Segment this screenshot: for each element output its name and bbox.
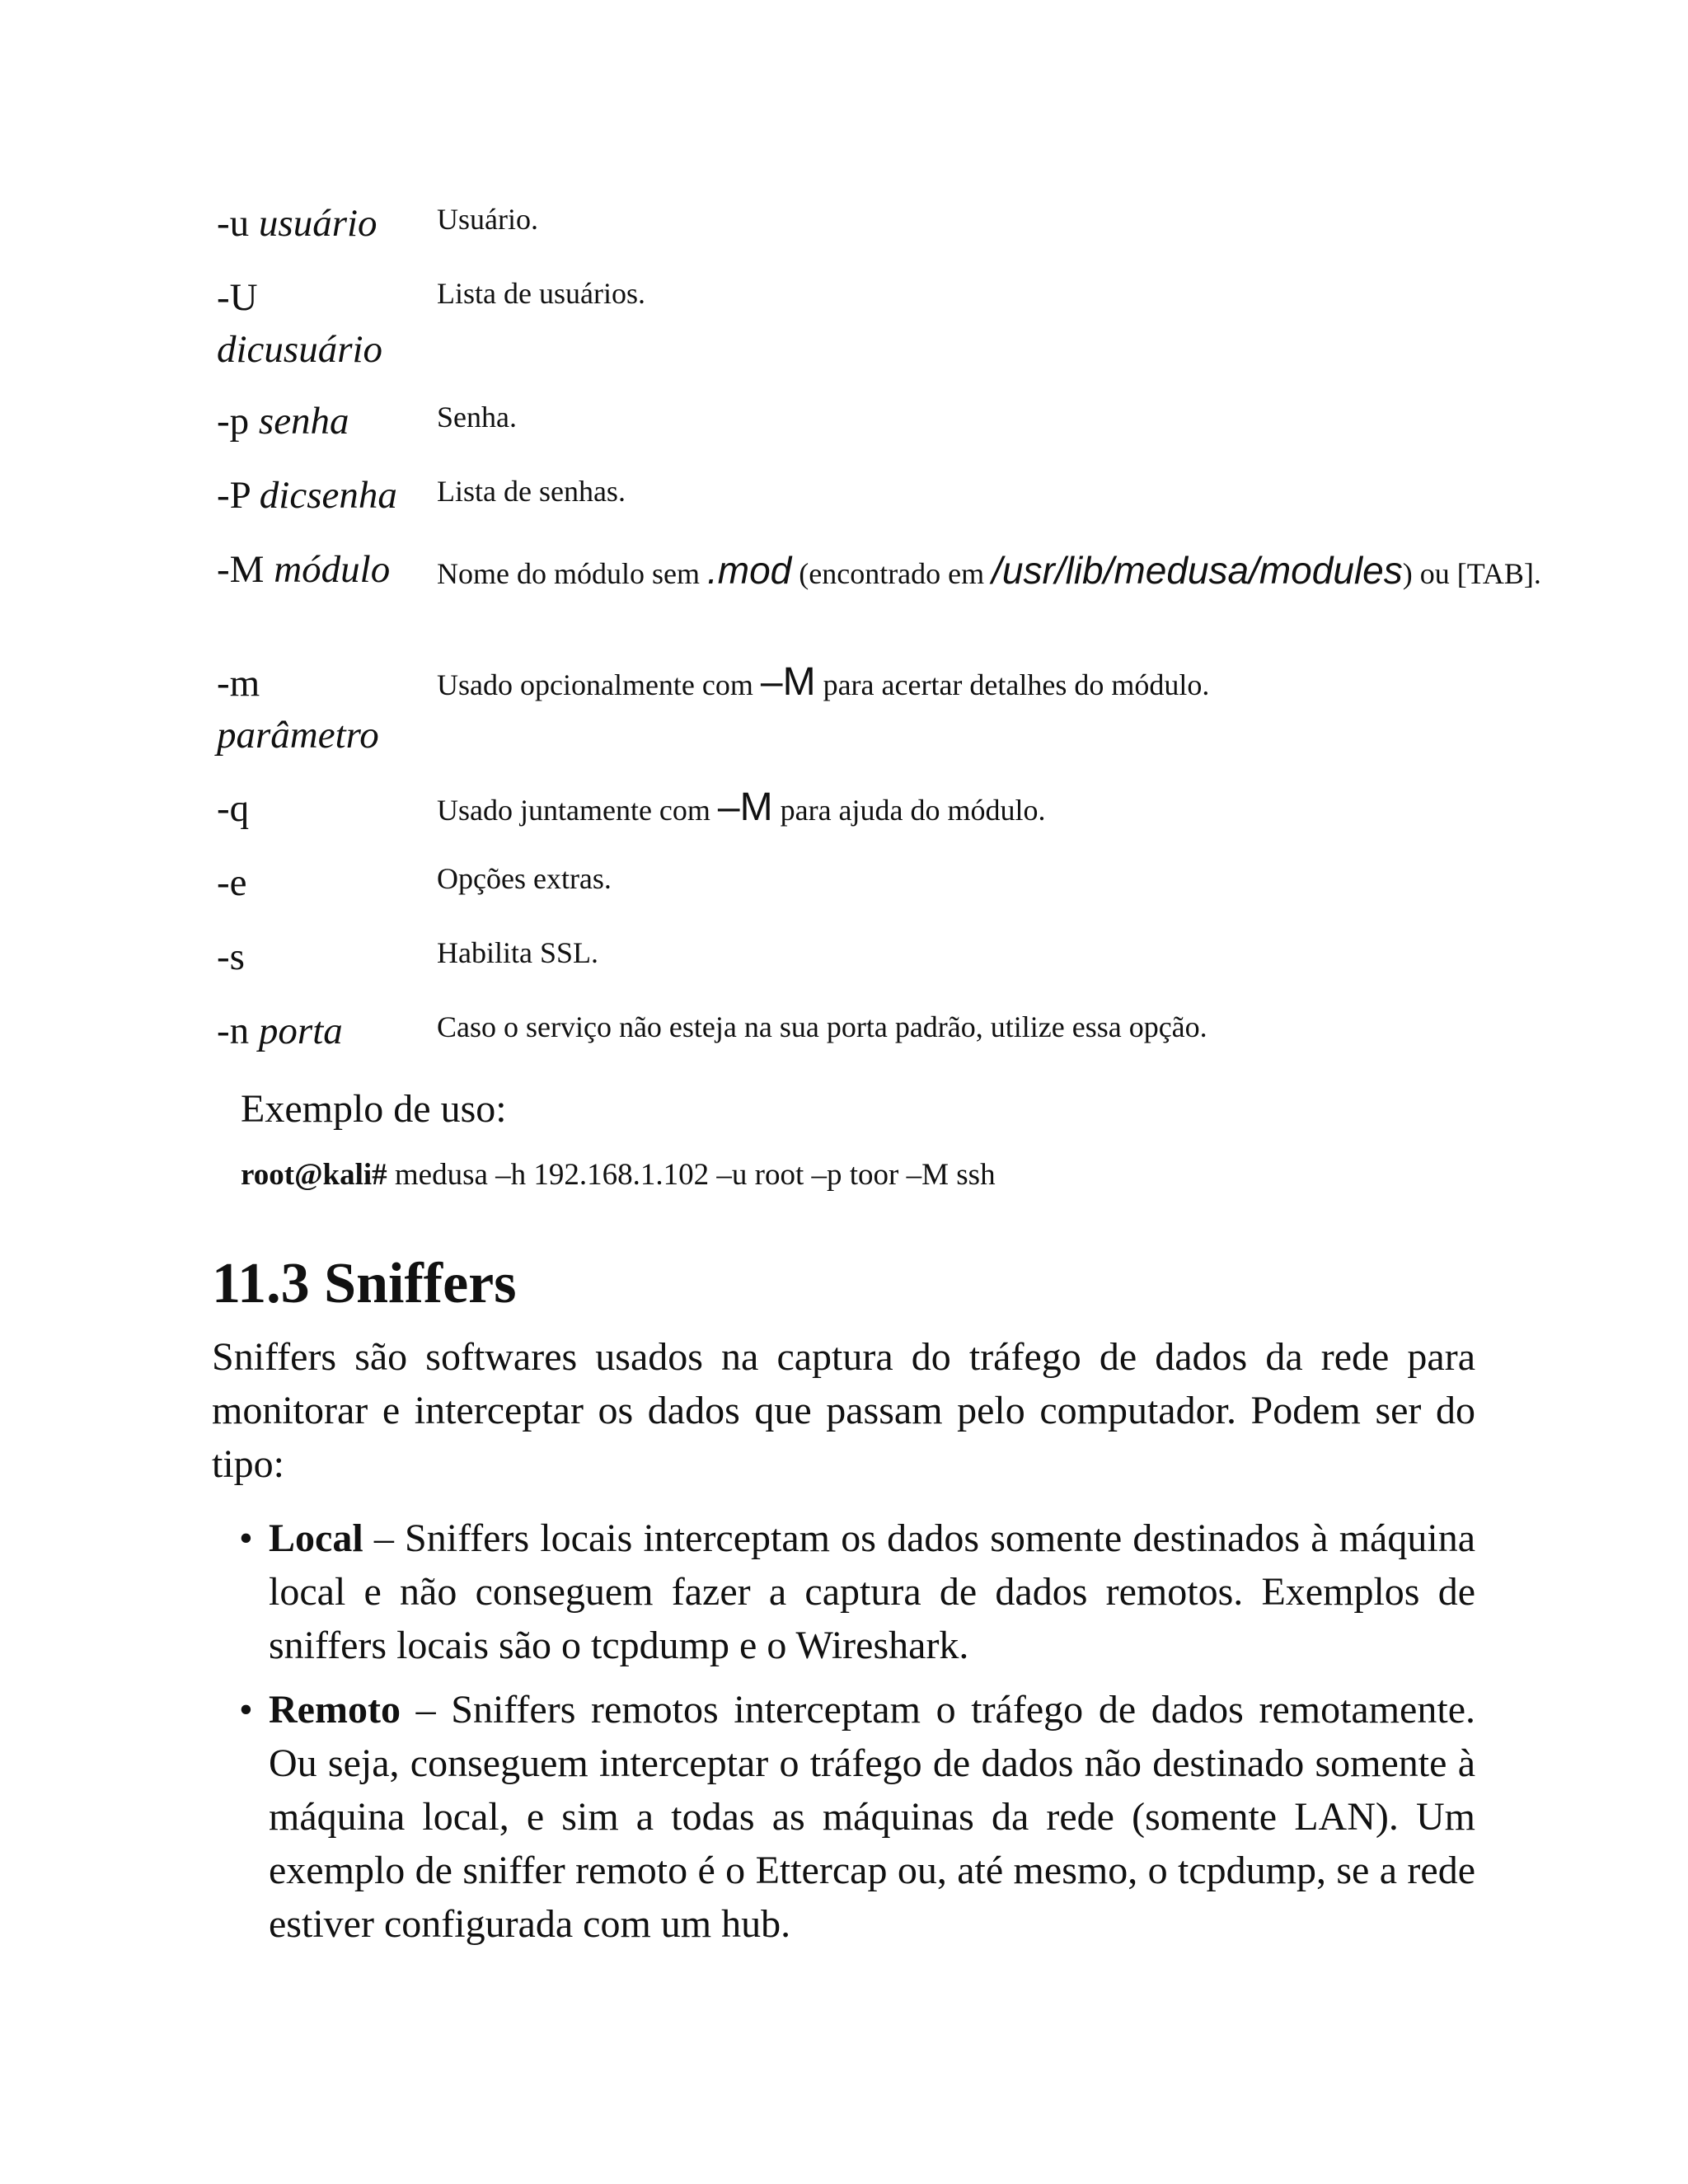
list-item [239, 1683, 1475, 1951]
desc-text: Nome do módulo sem [437, 557, 707, 590]
option-description [437, 660, 1688, 705]
option-flag [217, 1005, 427, 1057]
example-command [241, 1155, 996, 1195]
section-intro: Sniffers são softwares usados na captura do tráfego de dados da rede para monitorar e interceptar os dados que passam pelo computador. Podem ser do tipo: [212, 1335, 1475, 1486]
option-description: Lista de senhas. [437, 475, 626, 508]
option-description: Habilita SSL. [437, 936, 598, 969]
flag-argument: porta [258, 1010, 343, 1052]
bullet-icon: • [239, 1688, 253, 1732]
desc-text: ) ou [TAB]. [1402, 557, 1541, 590]
list-item-body [269, 1683, 1475, 1951]
option-description: Caso o serviço não esteja na sua porta padrão, utilize essa opção. [437, 1010, 1207, 1043]
option-description: Senha. [437, 401, 517, 434]
flag-name: -m [217, 662, 260, 705]
option-flag [217, 544, 427, 596]
command-text: medusa –h 192.168.1.102 –u root –p toor –M ssh [387, 1158, 996, 1192]
flag-name: -n [217, 1010, 250, 1052]
option-description: Lista de usuários. [437, 277, 645, 310]
flag-name: -U [217, 276, 258, 319]
flag-name: -p [217, 400, 250, 443]
flag-name: -s [217, 935, 245, 978]
flag-argument: dicusuário [217, 328, 383, 371]
option-flag [217, 396, 427, 448]
list-item-text: – Sniffers remotos interceptam o tráfego de dados remotamente. Ou seja, conseguem interceptar o tráfego de dados não destinado somente à máquina local, e sim a todas as máquinas da rede (somente LAN). Um exemplo de sniffer remoto é o Ettercap ou, até mesmo, o tcpdump, se a rede estiver configurada com um hub. [269, 1688, 1475, 1946]
desc-text: Usado opcionalmente com [437, 668, 761, 701]
flag-argument: módulo [274, 548, 391, 591]
flag-name: -u [217, 202, 250, 245]
flag-name: -P [217, 474, 251, 517]
flag-argument: parâmetro [217, 714, 379, 757]
flag-argument: usuário [258, 202, 377, 245]
desc-text: para ajuda do módulo. [772, 794, 1046, 827]
option-description: Usuário. [437, 203, 538, 236]
module-path: /usr/lib/medusa/modules [992, 549, 1403, 592]
flag-reference: –M [717, 785, 773, 829]
flag-argument: dicsenha [259, 474, 397, 517]
option-flag [217, 470, 427, 522]
option-description [437, 785, 1688, 830]
option-flag [217, 198, 427, 250]
option-flag [217, 272, 427, 376]
flag-name: -M [217, 548, 265, 591]
list-item [239, 1511, 1475, 1672]
list-item-term: Remoto [269, 1688, 401, 1732]
list-item-term: Local [269, 1516, 363, 1560]
shell-prompt: root@kali# [241, 1158, 387, 1192]
option-flag [217, 931, 427, 983]
option-flag [217, 783, 427, 835]
desc-text: Usado juntamente com [437, 794, 718, 827]
option-description: Opções extras. [437, 862, 612, 895]
option-flag [217, 857, 427, 909]
flag-reference: –M [760, 660, 816, 704]
section-title: 11.3 Sniffers [212, 1252, 517, 1315]
file-extension: .mod [706, 549, 792, 592]
list-item-body [269, 1511, 1475, 1672]
example-label: Exemplo de uso: [241, 1087, 507, 1131]
flag-name: -q [217, 787, 250, 830]
bullet-icon: • [239, 1516, 253, 1560]
desc-text: para acertar detalhes do módulo. [815, 668, 1210, 701]
list-item-text: – Sniffers locais interceptam os dados somente destinados à máquina local e não conseguem fazer a captura de dados remotos. Exemplos de sniffers locais são o tcpdump e o Wireshark. [269, 1516, 1475, 1667]
flag-argument: senha [258, 400, 349, 443]
desc-text: (encontrado em [791, 557, 992, 590]
option-description [437, 551, 1688, 593]
option-flag [217, 658, 427, 762]
flag-name: -e [217, 861, 247, 904]
